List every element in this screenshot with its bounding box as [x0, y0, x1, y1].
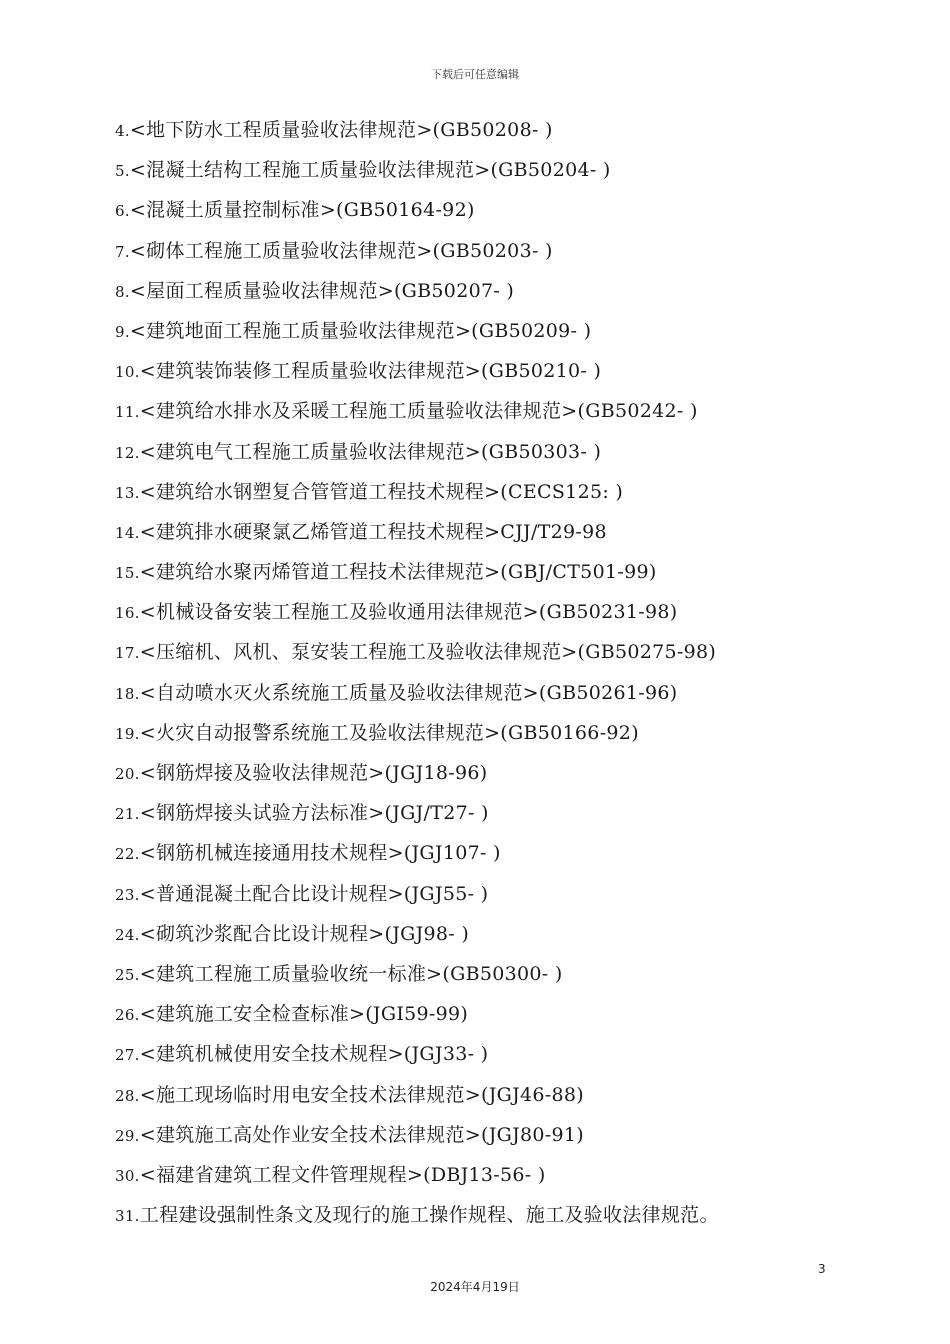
item-number: 23. — [115, 885, 140, 904]
item-text: <福建省建筑工程文件管理规程>(DBJ13-56- ) — [139, 1163, 546, 1186]
item-text: <建筑电气工程施工质量验收法律规范>(GB50303- ) — [139, 440, 602, 463]
list-item — [115, 1118, 895, 1158]
item-number: 7. — [115, 242, 130, 261]
item-number: 22. — [115, 845, 140, 864]
item-text: <砌体工程施工质量验收法律规范>(GB50203- ) — [129, 239, 553, 262]
item-number: 16. — [115, 604, 140, 623]
item-text: <建筑工程施工质量验收统一标准>(GB50300- ) — [139, 962, 563, 985]
list-item — [115, 1037, 895, 1077]
item-number: 27. — [115, 1046, 140, 1065]
footer-date: 2024年4月19日 — [430, 1280, 520, 1294]
item-text: <钢筋焊接头试验方法标准>(JGJ/T27- ) — [139, 802, 489, 825]
item-number: 15. — [115, 564, 140, 583]
list-item — [115, 234, 895, 274]
item-text: <混凝土质量控制标准>(GB50164-92) — [129, 199, 475, 222]
list-item — [115, 153, 895, 193]
item-text: <建筑装饰装修工程质量验收法律规范>(GB50210- ) — [139, 360, 602, 383]
item-text: <建筑给水钢塑复合管管道工程技术规程>(CECS125: ) — [139, 480, 624, 503]
item-text: 工程建设强制性条文及现行的施工操作规程、施工及验收法律规范。 — [139, 1204, 719, 1227]
item-text: <混凝土结构工程施工质量验收法律规范>(GB50204- ) — [129, 159, 611, 182]
list-item — [115, 676, 895, 716]
list-item — [115, 515, 895, 555]
item-text: <屋面工程质量验收法律规范>(GB50207- ) — [129, 279, 515, 302]
item-number: 9. — [115, 322, 130, 341]
list-item — [115, 756, 895, 796]
item-number: 8. — [115, 282, 130, 301]
item-number: 30. — [115, 1166, 140, 1185]
list-item — [115, 274, 895, 314]
item-number: 21. — [115, 805, 140, 824]
item-number: 5. — [115, 162, 130, 181]
page-header: 下载后可任意编辑 — [431, 68, 519, 81]
item-text: <机械设备安装工程施工及验收通用法律规范>(GB50231-98) — [139, 601, 678, 624]
item-text: <普通混凝土配合比设计规程>(JGJ55- ) — [139, 882, 489, 905]
item-number: 26. — [115, 1006, 140, 1025]
list-item — [115, 475, 895, 515]
list-item — [115, 1158, 895, 1198]
item-text: <自动喷水灭火系统施工质量及验收法律规范>(GB50261-96) — [139, 681, 678, 704]
list-item — [115, 836, 895, 876]
list-item — [115, 394, 895, 434]
list-item — [115, 957, 895, 997]
item-text: <钢筋焊接及验收法律规范>(JGJ18-96) — [139, 762, 488, 784]
item-text: <建筑施工安全检查标准>(JGI59-99) — [139, 1003, 469, 1026]
item-number: 24. — [115, 925, 140, 944]
item-text: <砌筑沙浆配合比设计规程>(JGJ98- ) — [139, 922, 470, 945]
list-item — [115, 997, 895, 1037]
item-text: <施工现场临时用电安全技术法律规范>(JGJ46-88) — [139, 1083, 585, 1106]
item-number: 28. — [115, 1086, 140, 1105]
item-number: 19. — [115, 724, 140, 743]
item-number: 17. — [115, 644, 140, 663]
list-item — [115, 435, 895, 475]
list-item — [115, 555, 895, 595]
item-number: 20. — [115, 765, 140, 783]
list-item — [115, 796, 895, 836]
item-text: <建筑施工高处作业安全技术法律规范>(JGJ80-91) — [139, 1123, 585, 1146]
list-item — [115, 635, 895, 675]
item-text: <建筑地面工程施工质量验收法律规范>(GB50209- ) — [129, 319, 592, 342]
item-number: 12. — [115, 443, 140, 462]
item-number: 18. — [115, 684, 140, 703]
list-item — [115, 193, 895, 233]
item-number: 10. — [115, 363, 140, 382]
item-number: 13. — [115, 483, 140, 502]
standards-list — [115, 113, 895, 1238]
item-text: <建筑给水排水及采暖工程施工质量验收法律规范>(GB50242- ) — [139, 400, 698, 423]
item-number: 29. — [115, 1126, 140, 1145]
list-item — [115, 314, 895, 354]
item-number: 25. — [115, 965, 140, 984]
list-item — [115, 917, 895, 957]
page-number: 3 — [818, 1262, 826, 1276]
item-number: 14. — [115, 523, 140, 542]
item-text: <压缩机、风机、泵安装工程施工及验收法律规范>(GB50275-98) — [139, 641, 717, 664]
list-item — [115, 354, 895, 394]
item-text: <火灾自动报警系统施工及验收法律规范>(GB50166-92) — [139, 721, 639, 744]
item-text: <地下防水工程质量验收法律规范>(GB50208- ) — [129, 119, 553, 141]
item-number: 11. — [115, 403, 140, 422]
list-item — [115, 1198, 895, 1238]
list-item — [115, 595, 895, 635]
item-text: <钢筋机械连接通用技术规程>(JGJ107- ) — [139, 842, 501, 865]
list-item — [115, 1078, 895, 1118]
item-text: <建筑给水聚丙烯管道工程技术法律规范>(GBJ/CT501-99) — [139, 561, 657, 584]
item-text: <建筑排水硬聚氯乙烯管道工程技术规程>CJJ/T29-98 — [139, 520, 607, 543]
list-item — [115, 716, 895, 756]
item-number: 31. — [115, 1207, 140, 1226]
item-text: <建筑机械使用安全技术规程>(JGJ33- ) — [139, 1043, 489, 1066]
list-item — [115, 113, 895, 153]
list-item — [115, 877, 895, 917]
item-number: 4. — [115, 122, 130, 140]
item-number: 6. — [115, 202, 130, 221]
